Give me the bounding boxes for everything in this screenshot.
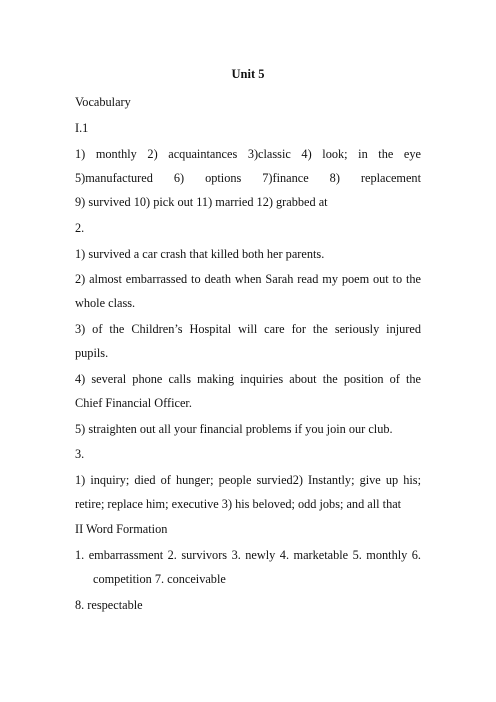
s2-line: 5) straighten out all your financial problems if you join our club. <box>75 422 393 436</box>
word-formation-heading: II Word Formation <box>75 522 168 536</box>
section-heading-2: 2. <box>75 221 85 235</box>
wf-line: 1. embarrassment 2. survivors 3. newly 4. marketable 5. monthly 6. <box>75 548 421 562</box>
s2-line: 2) almost embarrassed to death when Sarah read my poem out to the <box>75 272 421 286</box>
section-heading-i1: I.1 <box>75 121 89 135</box>
s3-line: 1) inquiry; died of hunger; people survied2) Instantly; give up his; <box>75 473 421 487</box>
section-heading-3: 3. <box>75 447 85 461</box>
s2-line: whole class. <box>75 296 136 310</box>
s3-line: retire; replace him; executive 3) his beloved; odd jobs; and all that <box>75 497 402 511</box>
s2-line: Chief Financial Officer. <box>75 396 192 410</box>
s2-line: 3) of the Children’s Hospital will care for the seriously injured <box>75 322 421 336</box>
i1-line: 9) survived 10) pick out 11) married 12) grabbed at <box>75 195 328 209</box>
page-title: Unit 5 <box>231 67 265 81</box>
s2-line: 1) survived a car crash that killed both her parents. <box>75 247 325 261</box>
s2-line: 4) several phone calls making inquiries about the position of the <box>75 372 421 386</box>
i1-line: 5)manufactured 6) options 7)finance 8) replacement <box>75 171 421 185</box>
wf-line: competition 7. conceivable <box>93 572 226 586</box>
wf-line: 8. respectable <box>75 598 143 612</box>
i1-line: 1) monthly 2) acquaintances 3)classic 4) look; in the eye <box>75 147 421 161</box>
s2-line: pupils. <box>75 346 109 360</box>
vocabulary-heading: Vocabulary <box>75 95 131 109</box>
